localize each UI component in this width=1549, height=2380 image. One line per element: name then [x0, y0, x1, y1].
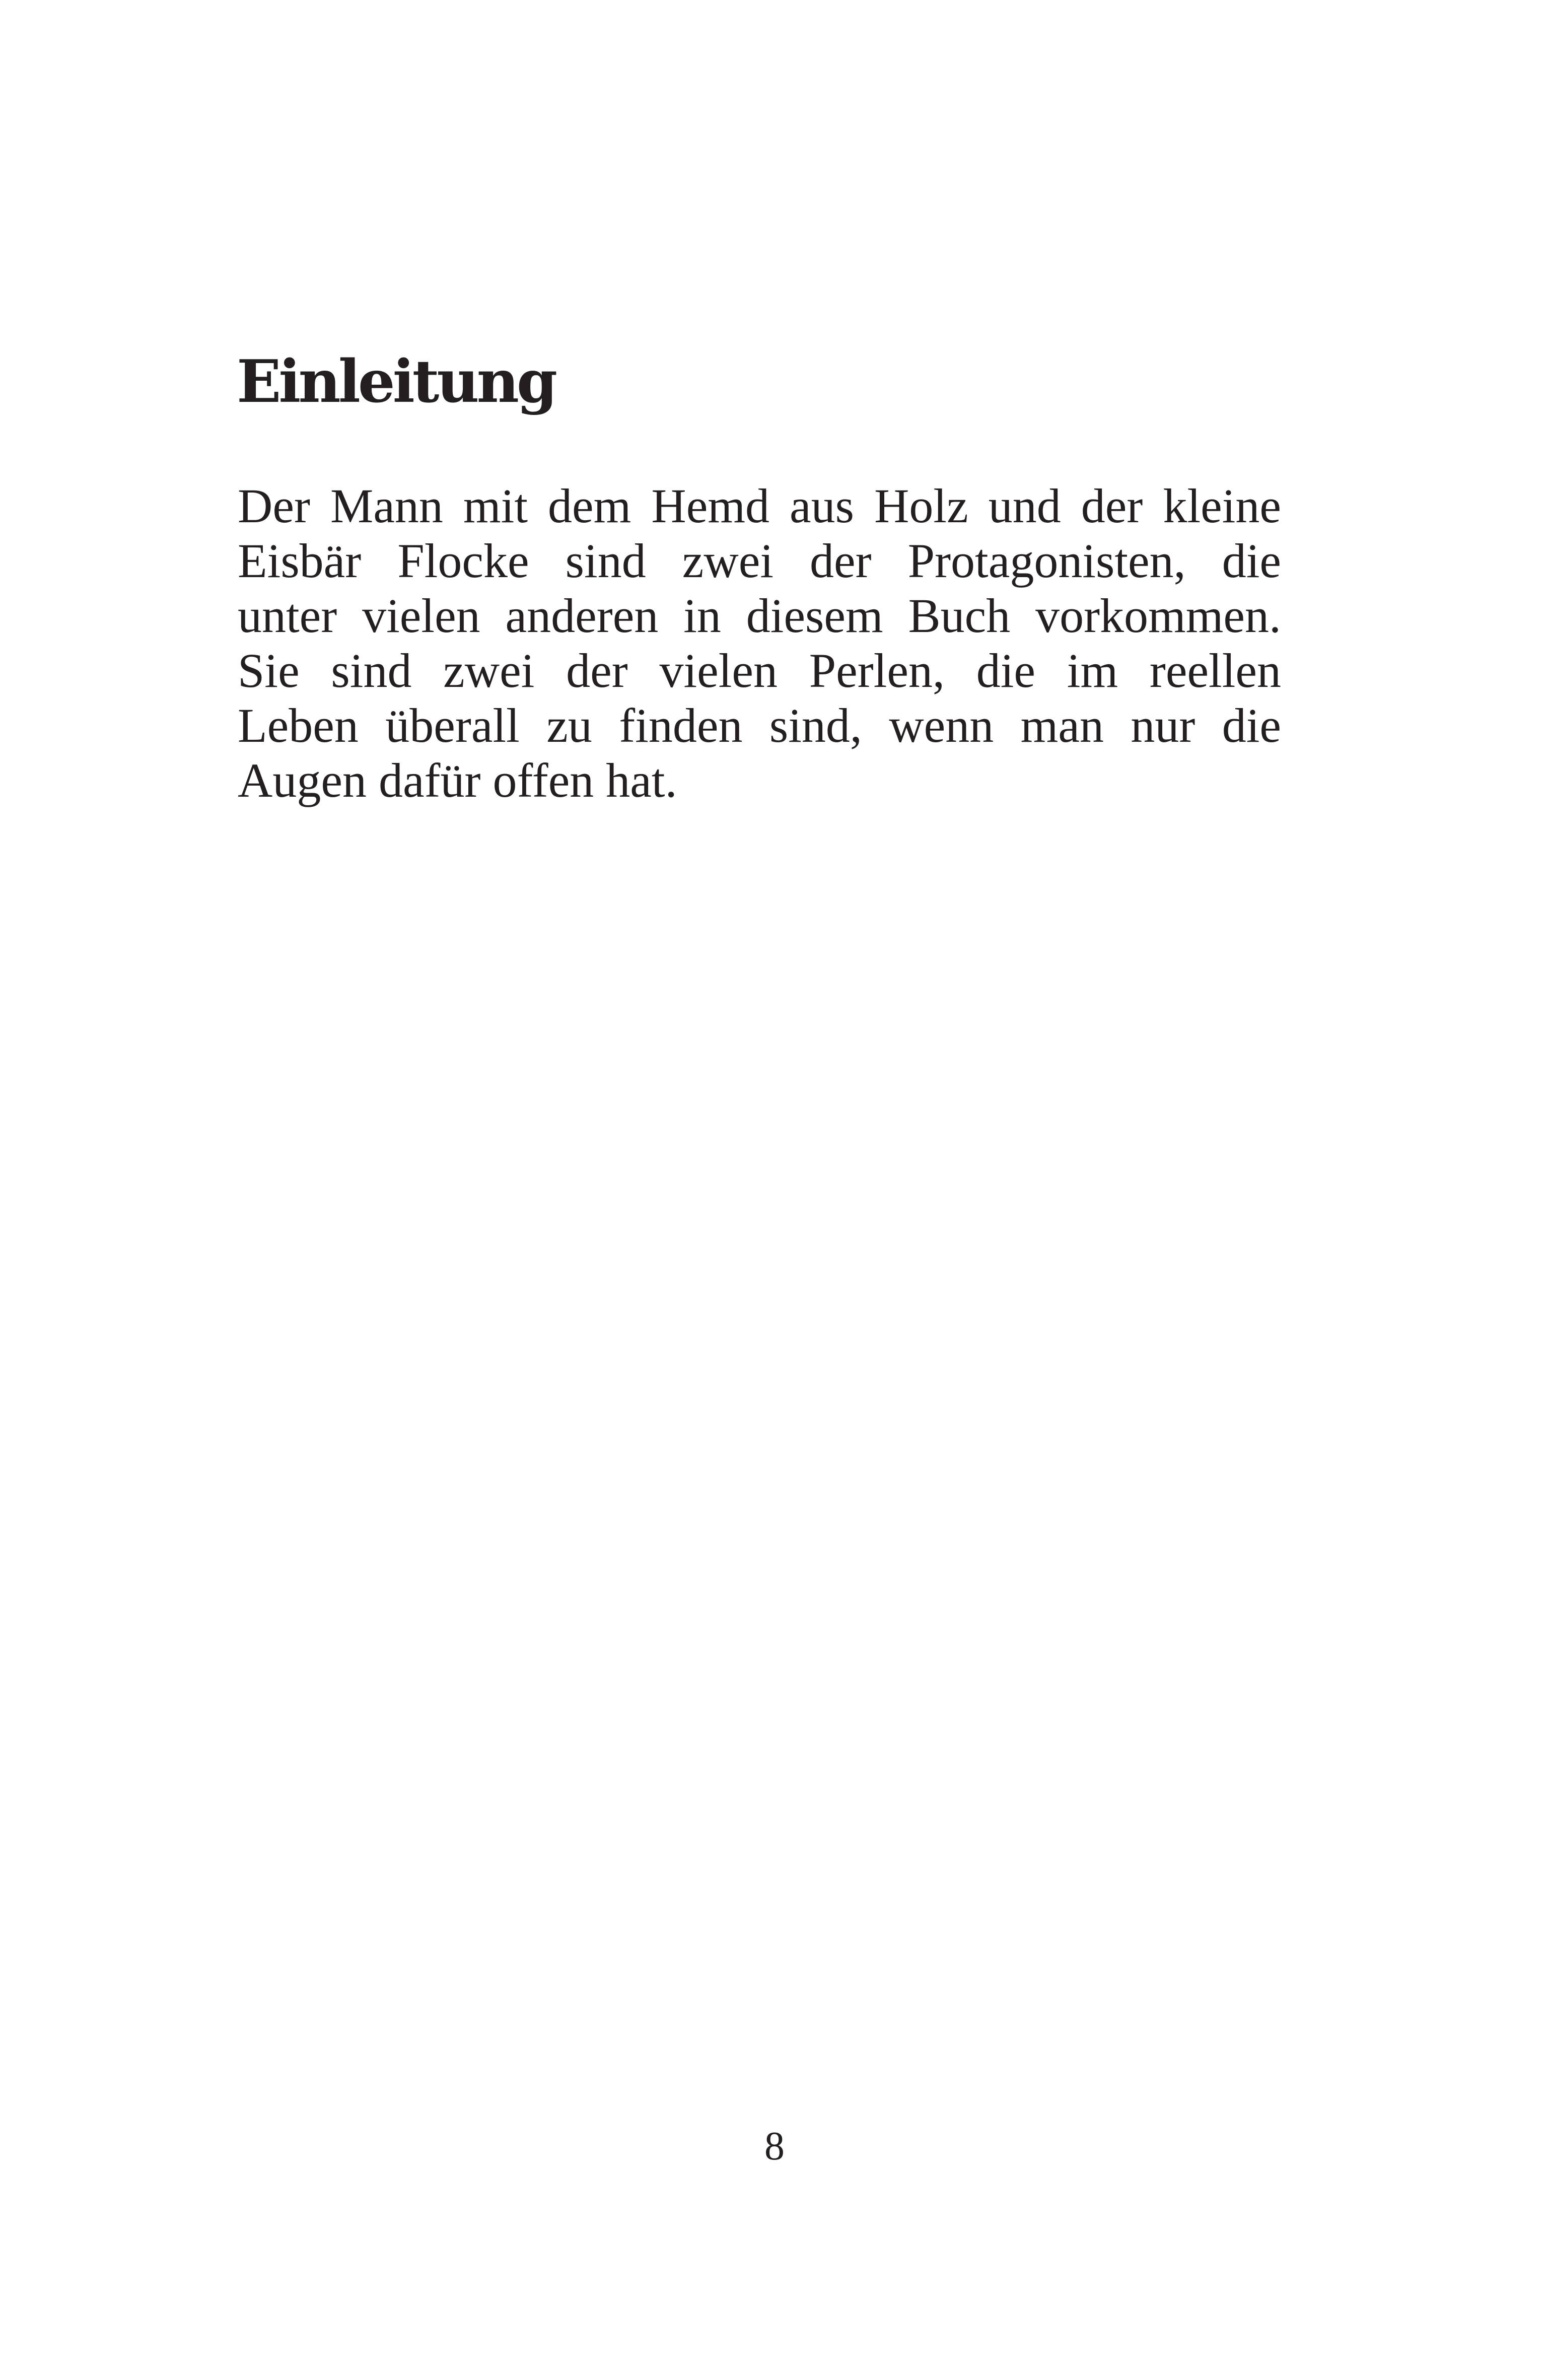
paragraph-line: Leben überall zu finden sind, wenn man nur die — [238, 698, 1281, 752]
paragraph-line: Augen dafür offen hat. — [238, 753, 677, 807]
paragraph-line: Sie sind zwei der vielen Perlen, die im reellen — [238, 644, 1281, 697]
body-paragraph — [238, 478, 1281, 808]
chapter-title: Einleitung — [237, 347, 555, 416]
paragraph-line: Eisbär Flocke sind zwei der Protagonisten, die — [238, 534, 1281, 588]
page-number: 8 — [764, 2124, 785, 2168]
paragraph-line: Der Mann mit dem Hemd aus Holz und der kleine — [238, 479, 1281, 533]
paragraph-line: unter vielen anderen in diesem Buch vorkommen. — [238, 589, 1281, 643]
